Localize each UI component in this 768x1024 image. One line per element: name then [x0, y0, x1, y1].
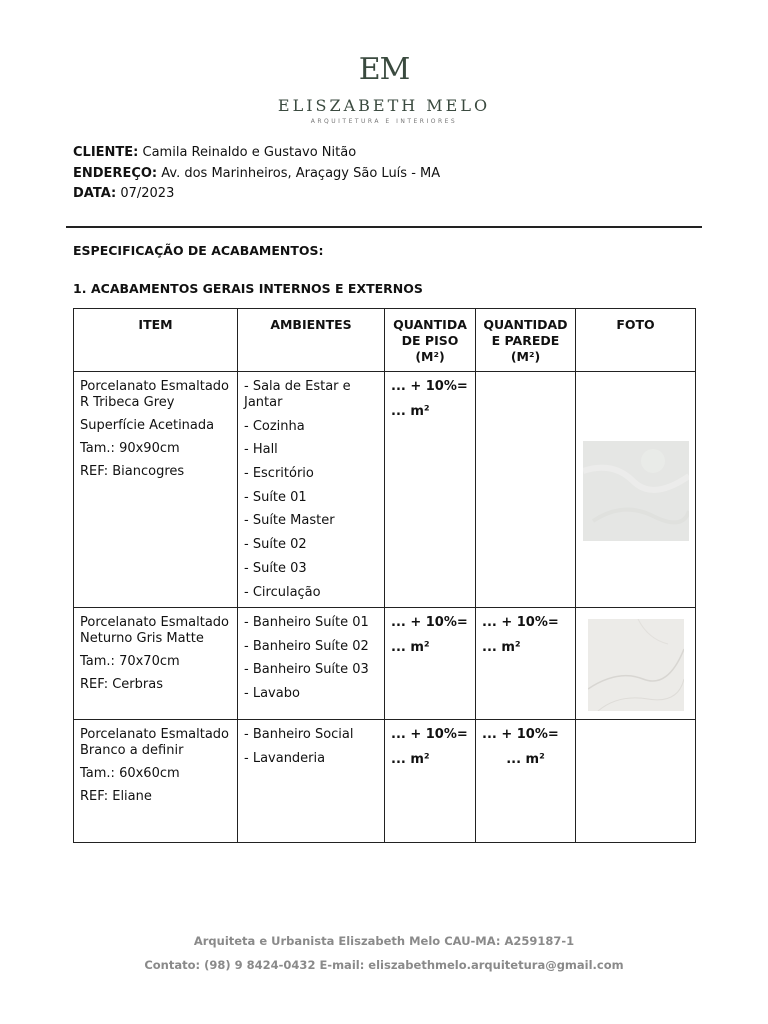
header-foto: FOTO — [576, 309, 696, 372]
piso-area-text: ... m² — [391, 752, 430, 767]
piso-area — [391, 640, 469, 656]
parede-area — [482, 640, 569, 656]
ambiente-item: - Circulação — [244, 584, 321, 600]
tile-photo-tribeca — [583, 441, 689, 541]
ambiente-item: - Banheiro Suíte 02 — [244, 638, 369, 654]
client-label: CLIENTE: — [73, 145, 139, 160]
client-value: Camila Reinaldo e Gustavo Nitão — [138, 145, 357, 160]
item-name: Porcelanato Esmaltado Branco a definir — [80, 727, 229, 758]
header-piso-line2: DE PISO — [401, 333, 459, 348]
ambiente-item: - Lavanderia — [244, 750, 326, 766]
header-parede-line2: E PAREDE — [491, 333, 560, 348]
header-parede-line1: QUANTIDAD — [483, 317, 568, 332]
client-line — [73, 143, 440, 164]
item-name: Porcelanato Esmaltado R Tribeca Grey — [80, 379, 229, 410]
foto-cell — [576, 372, 696, 608]
table-row — [74, 608, 696, 720]
divider-rule — [66, 226, 702, 228]
foto-cell — [576, 608, 696, 720]
piso-cell — [385, 372, 476, 608]
parede-formula-text: ... + 10%= — [482, 727, 559, 742]
parede-formula — [482, 727, 569, 743]
parede-formula-text: ... + 10%= — [482, 615, 559, 630]
item-ref: REF: Biancogres — [80, 464, 185, 479]
ambientes-cell — [238, 372, 385, 608]
subsection-number: 1. — [73, 281, 87, 296]
table-row — [74, 372, 696, 608]
ambientes-cell — [238, 608, 385, 720]
header-piso-line3: (M²) — [415, 349, 445, 364]
tile-photo-neturno — [588, 619, 684, 711]
header-ambientes: AMBIENTES — [238, 309, 385, 372]
subsection-text: ACABAMENTOS GERAIS INTERNOS E EXTERNOS — [91, 281, 423, 296]
ambiente-item: - Suíte 02 — [244, 537, 307, 553]
header-quantidade-parede — [476, 309, 576, 372]
date-label: DATA: — [73, 186, 117, 201]
item-size: Tam.: 70x70cm — [80, 654, 180, 669]
parede-area — [482, 752, 569, 768]
piso-formula-text: ... + 10%= — [391, 727, 468, 742]
piso-formula — [391, 615, 469, 631]
header-quantidade-piso — [385, 309, 476, 372]
parede-cell — [476, 608, 576, 720]
address-label: ENDEREÇO: — [73, 165, 158, 181]
subsection-title — [73, 281, 423, 296]
item-size: Tam.: 90x90cm — [80, 441, 180, 456]
address-line — [73, 164, 440, 185]
ambiente-item: - Banheiro Suíte 03 — [244, 662, 369, 678]
header-item: ITEM — [74, 309, 238, 372]
parede-formula — [482, 615, 569, 631]
finishes-table — [73, 308, 696, 843]
ambiente-item: - Banheiro Suíte 01 — [244, 615, 369, 630]
ambiente-item: - Lavabo — [244, 686, 300, 702]
piso-cell — [385, 608, 476, 720]
ambiente-item: - Hall — [244, 442, 278, 458]
logo-name: ELISZABETH MELO — [277, 96, 491, 115]
parede-area-text: ... m² — [506, 752, 545, 767]
item-cell — [74, 720, 238, 843]
piso-formula — [391, 727, 469, 743]
ambientes-cell — [238, 720, 385, 843]
parede-cell — [476, 720, 576, 843]
logo-tagline: ARQUITETURA E INTERIORES — [310, 118, 458, 125]
ambiente-item: - Cozinha — [244, 418, 305, 434]
date-line — [73, 184, 440, 205]
piso-area-text: ... m² — [391, 404, 430, 419]
ambiente-item: - Escritório — [244, 466, 314, 482]
item-cell — [74, 372, 238, 608]
piso-area — [391, 404, 469, 420]
item-surface: Superfície Acetinada — [80, 418, 215, 433]
piso-area — [391, 752, 469, 768]
ambiente-item: - Suíte 03 — [244, 560, 307, 576]
parede-cell — [476, 372, 576, 608]
ambiente-item: - Suíte Master — [244, 513, 335, 529]
item-size: Tam.: 60x60cm — [80, 766, 180, 781]
parede-area-text: ... m² — [482, 640, 521, 655]
section-title: ESPECIFICAÇÃO DE ACABAMENTOS: — [73, 243, 324, 258]
logo-monogram: EM — [358, 52, 410, 87]
date-value: 07/2023 — [116, 186, 175, 201]
item-name: Porcelanato Esmaltado Neturno Gris Matte — [80, 615, 229, 646]
foto-cell — [576, 720, 696, 843]
header-parede-line3: (M²) — [510, 349, 541, 364]
item-cell — [74, 608, 238, 720]
client-info — [73, 143, 440, 205]
footer-contact: Contato: (98) 9 8424-0432 E-mail: eliszabethmelo.arquitetura@gmail.com — [144, 958, 624, 972]
ambiente-item: - Sala de Estar e Jantar — [244, 379, 351, 410]
piso-area-text: ... m² — [391, 640, 430, 655]
ambiente-item: - Banheiro Social — [244, 727, 354, 742]
piso-formula — [391, 379, 469, 395]
address-value: Av. dos Marinheiros, Araçagy São Luís - MA — [157, 165, 441, 181]
footer-credentials: Arquiteta e Urbanista Eliszabeth Melo CAU-MA: A259187-1 — [193, 934, 575, 948]
table-row — [74, 720, 696, 843]
table-header-row — [74, 309, 696, 372]
piso-formula-text: ... + 10%= — [391, 379, 468, 394]
item-ref: REF: Eliane — [80, 789, 152, 804]
piso-formula-text: ... + 10%= — [391, 615, 468, 630]
company-logo — [0, 52, 768, 125]
item-ref: REF: Cerbras — [80, 677, 163, 692]
ambiente-item: - Suíte 01 — [244, 489, 307, 505]
header-piso-line1: QUANTIDA — [393, 317, 467, 332]
piso-cell — [385, 720, 476, 843]
